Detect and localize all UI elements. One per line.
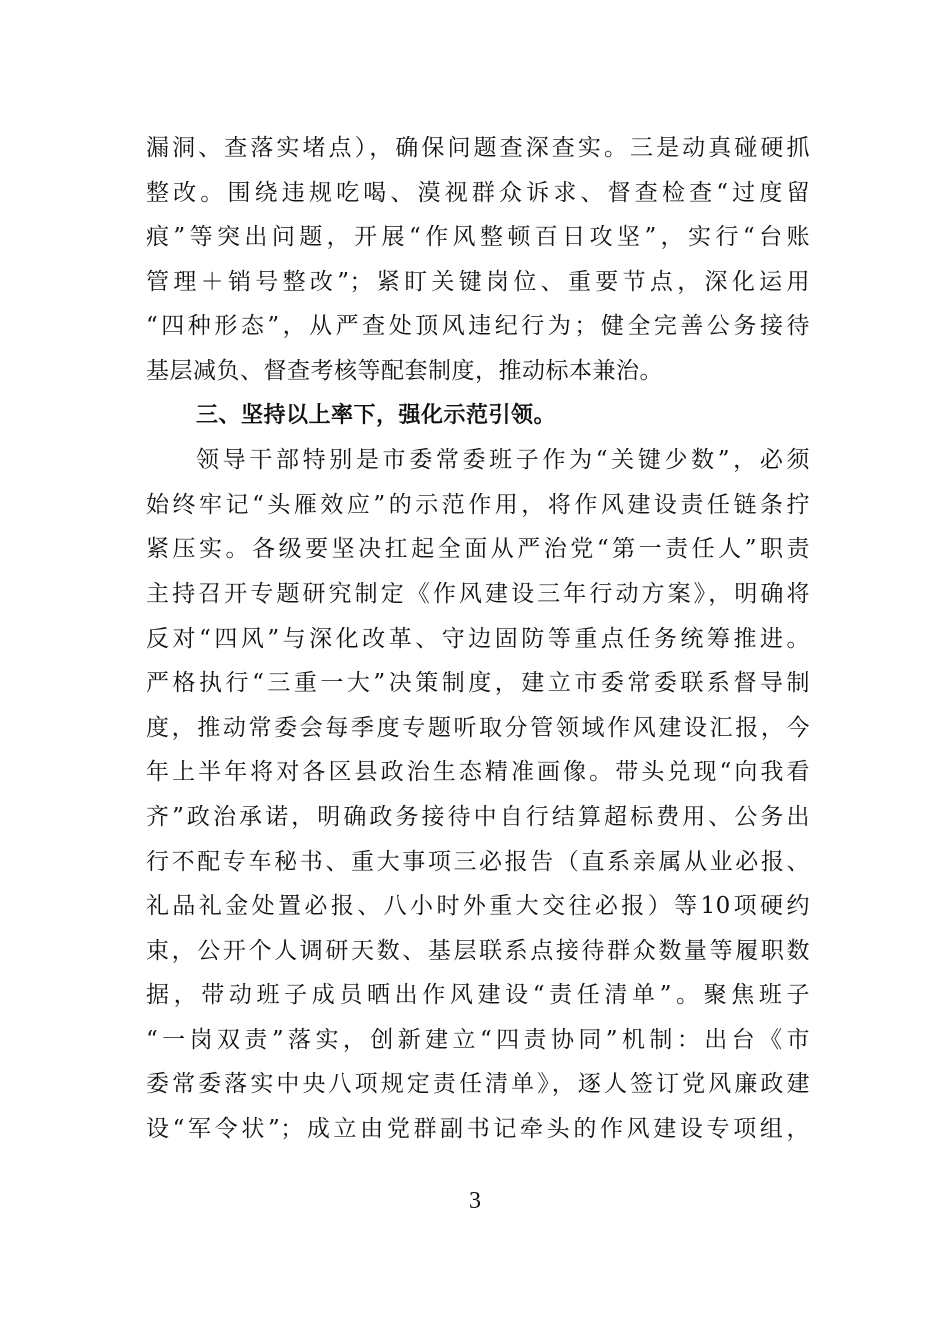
text-line: 礼品礼金处置必报、八小时外重大交往必报）等10项硬约 [146,893,810,920]
document-body [146,126,810,1152]
text-line: 束，公开个人调研天数、基层联系点接待群众数量等履职数 [146,937,810,964]
text-line: 设“军令状”；成立由党群副书记牵头的作风建设专项组， [146,1116,810,1143]
text-line: 齐”政治承诺，明确政务接待中自行结算超标费用、公务出 [146,803,810,830]
text-line: 痕”等突出问题，开展“作风整顿百日攻坚”，实行“台账 [146,224,810,251]
text-line: 度，推动常委会每季度专题听取分管领域作风建设汇报，今 [146,714,810,741]
text-line: 年上半年将对各区县政治生态精准画像。带头兑现“向我看 [146,759,810,786]
section-heading: 三、坚持以上率下，强化示范引领。 [196,402,557,428]
text-line: 反对“四风”与深化改革、守边固防等重点任务统筹推进。 [146,625,810,652]
text-line: 委常委落实中央八项规定责任清单》，逐人签订党风廉政建 [146,1071,810,1098]
text-line: 紧压实。各级要坚决扛起全面从严治党“第一责任人”职责 [146,536,810,563]
text-line: “一岗双责”落实，创新建立“四责协同”机制：出台《市 [146,1026,810,1053]
page-number: 3 [469,1188,481,1214]
text-line: 行不配专车秘书、重大事项三必报告（直系亲属从业必报、 [146,848,810,875]
text-line: 始终牢记“头雁效应”的示范作用，将作风建设责任链条拧 [146,491,810,518]
text-line: 严格执行“三重一大”决策制度，建立市委常委联系督导制 [146,670,810,697]
text-line: 据，带动班子成员晒出作风建设“责任清单”。聚焦班子 [146,982,810,1009]
text-line: 管理＋销号整改”；紧盯关键岗位、重要节点，深化运用 [146,268,810,295]
text-line: 领导干部特别是市委常委班子作为“关键少数”，必须 [196,447,810,474]
text-line: 整改。围绕违规吃喝、漠视群众诉求、督查检查“过度留 [146,179,810,206]
text-line: 基层减负、督查考核等配套制度，推动标本兼治。 [146,357,663,384]
text-line: “四种形态”，从严查处顶风违纪行为；健全完善公务接待 [146,313,810,340]
text-line: 主持召开专题研究制定《作风建设三年行动方案》，明确将 [146,580,810,607]
text-line: 漏洞、查落实堵点），确保问题查深查实。三是动真碰硬抓 [146,135,810,161]
